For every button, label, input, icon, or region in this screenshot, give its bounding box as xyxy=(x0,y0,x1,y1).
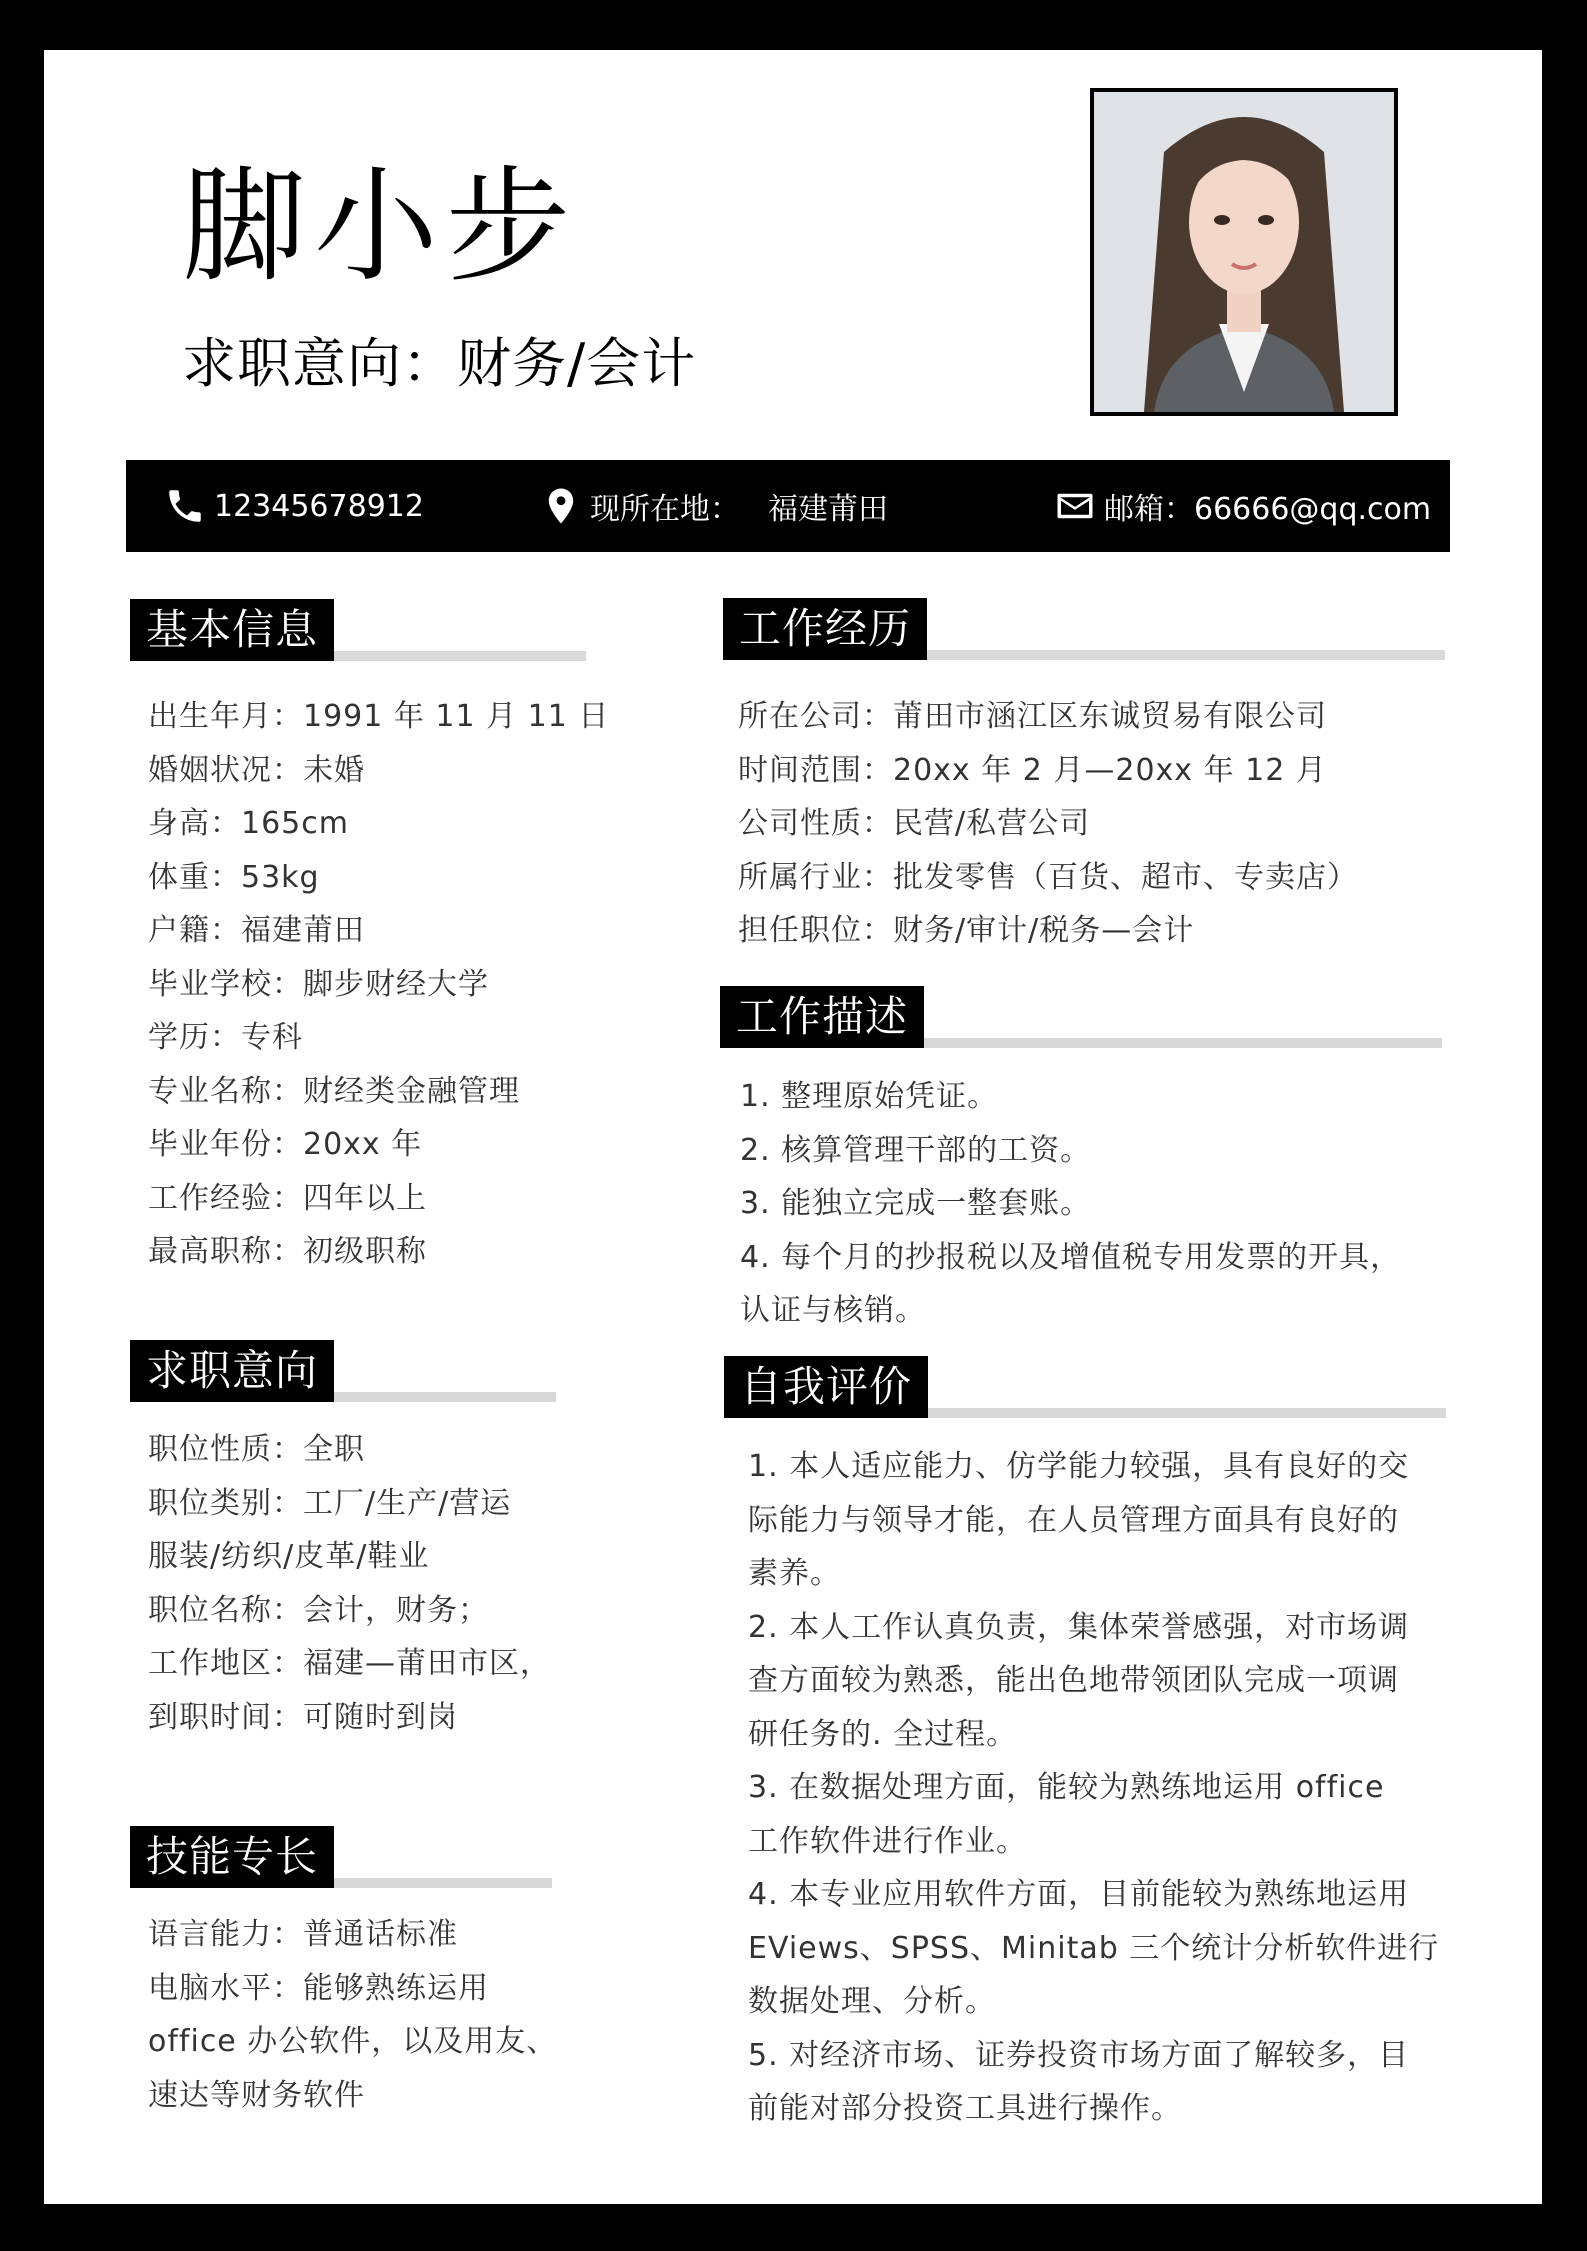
profile-photo xyxy=(1090,88,1398,416)
contact-bar xyxy=(126,460,1450,552)
phone-icon xyxy=(164,485,206,527)
basic-info-line: 体重：53kg xyxy=(148,859,320,895)
work-description-line: 认证与核销。 xyxy=(740,1293,926,1328)
self-evaluation-line: 查方面较为熟悉，能出色地带领团队完成一项调 xyxy=(748,1663,1399,1698)
self-evaluation-line: 素养。 xyxy=(748,1556,841,1591)
work-description-line: 4. 每个月的抄报税以及增值税专用发票的开具， xyxy=(740,1239,1402,1275)
self-evaluation-line: 1. 本人适应能力、仿学能力较强，具有良好的交 xyxy=(748,1449,1410,1484)
work-description-list xyxy=(740,1070,1401,1338)
basic-info-line: 身高：165cm xyxy=(148,806,349,841)
location-label: 现所在地： xyxy=(590,492,740,527)
section-work-experience-header xyxy=(723,598,1445,660)
basic-info-list xyxy=(148,690,609,1279)
self-evaluation-line: 研任务的. 全过程。 xyxy=(748,1716,1018,1752)
skills-line: 速达等财务软件 xyxy=(148,2077,365,2113)
section-rule xyxy=(923,650,1445,660)
basic-info-line: 毕业年份：20xx 年 xyxy=(148,1127,423,1162)
self-evaluation-line: 2. 本人工作认真负责，集体荣誉感强，对市场调 xyxy=(748,1609,1410,1645)
self-evaluation-line: 4. 本专业应用软件方面，目前能较为熟练地运用 xyxy=(748,1877,1410,1912)
email-address: 邮箱：66666@qq.com xyxy=(1104,492,1432,527)
section-work-description-header xyxy=(720,986,1442,1048)
resume-page xyxy=(44,50,1542,2204)
section-title: 工作描述 xyxy=(720,986,924,1048)
self-evaluation-line: 际能力与领导才能，在人员管理方面具有良好的 xyxy=(748,1502,1399,1538)
basic-info-line: 婚姻状况：未婚 xyxy=(148,752,365,788)
contact-location xyxy=(540,460,888,552)
job-intent-line: 到职时间：可随时到岗 xyxy=(148,1699,458,1735)
work-description-line: 1. 整理原始凭证。 xyxy=(740,1079,999,1114)
work-experience-line: 所在公司：莆田市涵江区东诚贸易有限公司 xyxy=(738,699,1327,734)
basic-info-line: 户籍：福建莆田 xyxy=(148,913,365,948)
work-experience-line: 时间范围：20xx 年 2 月—20xx 年 12 月 xyxy=(738,752,1327,788)
job-intent-line: 工作地区：福建—莆田市区， xyxy=(148,1646,551,1681)
self-evaluation-line: EViews、SPSS、Minitab 三个统计分析软件进行 xyxy=(748,1930,1440,1966)
basic-info-line: 出生年月：1991 年 11 月 11 日 xyxy=(148,699,610,734)
section-rule xyxy=(920,1038,1442,1048)
job-intent-line: 服装/纺织/皮革/鞋业 xyxy=(148,1539,430,1574)
section-rule xyxy=(310,651,586,661)
self-evaluation-line: 5. 对经济市场、证券投资市场方面了解较多，目 xyxy=(748,2037,1410,2073)
section-rule xyxy=(924,1408,1446,1418)
self-evaluation-line: 前能对部分投资工具进行操作。 xyxy=(748,2091,1182,2126)
self-evaluation-line: 工作软件进行作业。 xyxy=(748,1823,1027,1859)
job-intent-headline: 求职意向：财务/会计 xyxy=(182,332,697,395)
location-pin-icon xyxy=(540,485,582,527)
basic-info-line: 专业名称：财经类金融管理 xyxy=(148,1073,520,1109)
basic-info-line: 毕业学校：脚步财经大学 xyxy=(148,966,489,1002)
basic-info-line: 工作经验：四年以上 xyxy=(148,1180,427,1216)
basic-info-line: 学历：专科 xyxy=(148,1020,303,1055)
section-title: 求职意向 xyxy=(130,1340,334,1402)
section-title: 自我评价 xyxy=(724,1356,928,1418)
job-intent-line: 职位类别：工厂/生产/营运 xyxy=(148,1485,512,1521)
portrait-image xyxy=(1094,92,1394,412)
phone-number: 12345678912 xyxy=(214,488,424,524)
section-rule xyxy=(310,1878,552,1888)
work-experience-line: 担任职位：财务/审计/税务—会计 xyxy=(738,913,1195,948)
section-self-evaluation-header xyxy=(724,1356,1446,1418)
skills-line: 语言能力：普通话标准 xyxy=(148,1917,458,1952)
self-evaluation-line: 数据处理、分析。 xyxy=(748,1984,996,2019)
basic-info-line: 最高职称：初级职称 xyxy=(148,1234,427,1269)
section-skills-header xyxy=(130,1826,552,1888)
section-basic-info-header xyxy=(130,599,586,661)
section-title: 基本信息 xyxy=(130,599,334,661)
self-evaluation-list xyxy=(748,1440,1439,2136)
skills-line: 电脑水平：能够熟练运用 xyxy=(148,1970,489,2006)
candidate-name: 脚小步 xyxy=(182,155,579,299)
mail-icon xyxy=(1054,485,1096,527)
section-title: 技能专长 xyxy=(130,1826,334,1888)
skills-list xyxy=(148,1908,557,2122)
section-job-intent-header xyxy=(130,1340,556,1402)
work-experience-line: 公司性质：民营/私营公司 xyxy=(738,806,1091,841)
contact-phone xyxy=(164,460,424,552)
skills-line: office 办公软件，以及用友、 xyxy=(148,2024,558,2059)
job-intent-line: 职位性质：全职 xyxy=(148,1432,365,1467)
self-evaluation-line: 3. 在数据处理方面，能较为熟练地运用 office xyxy=(748,1770,1385,1805)
work-description-line: 3. 能独立完成一整套账。 xyxy=(740,1186,1092,1221)
job-intent-line: 职位名称：会计，财务； xyxy=(148,1592,489,1628)
work-description-line: 2. 核算管理干部的工资。 xyxy=(740,1132,1092,1168)
contact-email xyxy=(1054,460,1431,552)
section-rule xyxy=(310,1392,556,1402)
job-intent-list xyxy=(148,1423,551,1744)
work-experience-line: 所属行业：批发零售（百货、超市、专卖店） xyxy=(738,859,1358,895)
work-experience-list xyxy=(738,690,1358,958)
section-title: 工作经历 xyxy=(723,598,927,660)
location-value: 福建莆田 xyxy=(768,492,888,527)
